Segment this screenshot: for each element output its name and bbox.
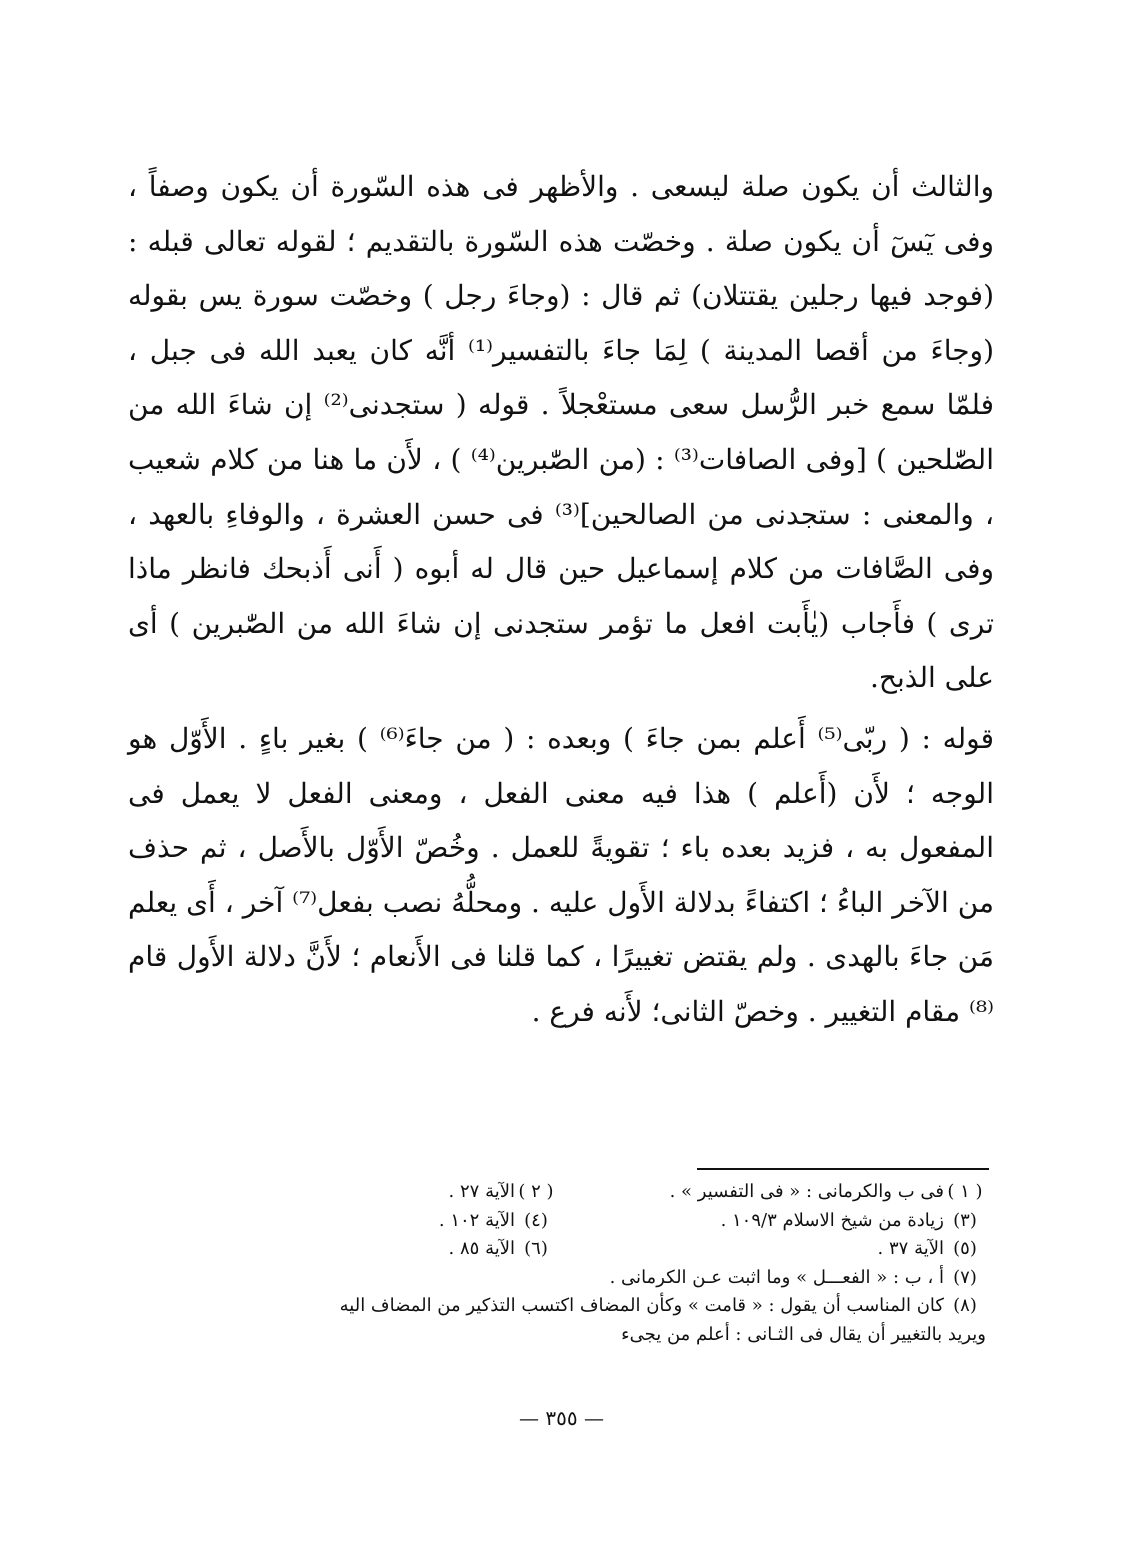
footnote-2 — [128, 1178, 557, 1207]
footnote-text: الآية ١٠٢ . — [438, 1209, 515, 1231]
main-text — [128, 160, 994, 1040]
footnote-row — [128, 1207, 986, 1236]
footnote-number: (٧) — [953, 1266, 977, 1288]
footnote-number: (٣) — [953, 1209, 977, 1231]
footnote-8 — [128, 1292, 986, 1321]
footnote-text: فى ب والكرمانى : « فى التفسير » . — [669, 1181, 944, 1202]
footnote-text: الآية ٢٧ . — [448, 1181, 515, 1202]
footnote-5 — [557, 1235, 986, 1264]
footnote-text: كان المناسب أن يقول : « قامت » وكأن المضاف اكتسب التذكير من المضاف اليه — [339, 1295, 944, 1317]
footnote-number: (٦) — [524, 1238, 548, 1260]
footnote-number: ( ٢ ) — [518, 1181, 554, 1202]
footnote-divider — [697, 1168, 989, 1170]
footnote-text: زيادة من شيخ الاسلام ١٠٩/٣ . — [720, 1209, 944, 1231]
footnote-4 — [128, 1207, 557, 1236]
footnote-number: ( ١ ) — [947, 1181, 983, 1202]
footnotes — [128, 1178, 986, 1350]
footnote-3 — [557, 1207, 986, 1236]
footnote-number: (٤) — [524, 1209, 548, 1231]
paragraph-2: قوله : ( ربّى⁽⁵⁾ أَعلم بمن جاءَ ) وبعده : ( من جاءَ⁽⁶⁾ ) بغير باءٍ . الأَوّل هو الوجه ؛ لأَن (أَعلم ) هذا فيه معنى الفعل ، ومعنى الفعل لا يعمل فى المفعول به ، فزيد بعده باء ؛ تقويةً للعمل . وخُصّ الأَوّل بالأَصل ، ثم حذف من الآخر الباءُ ؛ اكتفاءً بدلالة الأَول عليه . ومحلُّهُ نصب بفعل⁽⁷⁾ آخر ، أَى يعلم مَن جاءَ بالهدى . ولم يقتض تغييرًا ، كما قلنا فى الأَنعام ؛ لأَنَّ دلالة الأَول قام ⁽⁸⁾ مقام التغيير . وخصّ الثانى؛ لأَنه فرع . — [128, 721, 995, 1028]
footnote-text: الآية ٨٥ . — [448, 1238, 515, 1260]
footnote-number: (٥) — [953, 1238, 977, 1260]
footnote-row — [128, 1235, 986, 1264]
footnote-8-continuation: ويريد بالتغيير أن يقال فى الثـانى : أعلم من يجىء — [621, 1323, 986, 1345]
paragraph-1: والثالث أن يكون صلة ليسعى . والأظهر فى هذه السّورة أن يكون وصفاً ، وفى يٓسٓ أن يكون صلة . وخصّت هذه السّورة بالتقديم ؛ لقوله تعالى قبله : (فوجد فيها رجلين يقتتلان) ثم قال : (وجاءَ رجل ) وخصّت سورة يس بقوله (وجاءَ من أقصا المدينة ) لِمَا جاءَ بالتفسير⁽¹⁾ أنَّه كان يعبد الله فى جبل ، فلمّا سمع خبر الرُّسل سعى مستعْجلاً . قوله ( ستجدنى⁽²⁾ إن شاءَ الله من الصّٰلحين ) [وفى الصافات⁽³⁾ : (من الصّٰبرين⁽⁴⁾ ) ، لأَن ما هنا من كلام شعيب ، والمعنى : ستجدنى من الصالحين]⁽³⁾ فى حسن العشرة ، والوفاءِ بالعهد ، وفى الصَّافات من كلام إسماعيل حين قال له أبوه ( أَنى أَذبحك فانظر ماذا ترى ) فأَجاب (يٰأَبت افعل ما تؤمر ستجدنى إن شاءَ الله من الصّٰبرين ) أى على الذبح. — [128, 170, 994, 695]
footnote-number: (٨) — [953, 1295, 977, 1317]
page-number: — ٣٥٥ — — [519, 1406, 604, 1430]
footnote-text: الآية ٣٧ . — [877, 1238, 944, 1260]
footnote-row — [128, 1178, 986, 1207]
footnote-text: أ ، ب : « الفعـــل » وما اثبت عـن الكرمانى . — [609, 1266, 944, 1288]
footnote-6 — [128, 1235, 557, 1264]
footnote-7 — [128, 1264, 986, 1293]
footnote-1 — [557, 1178, 986, 1207]
